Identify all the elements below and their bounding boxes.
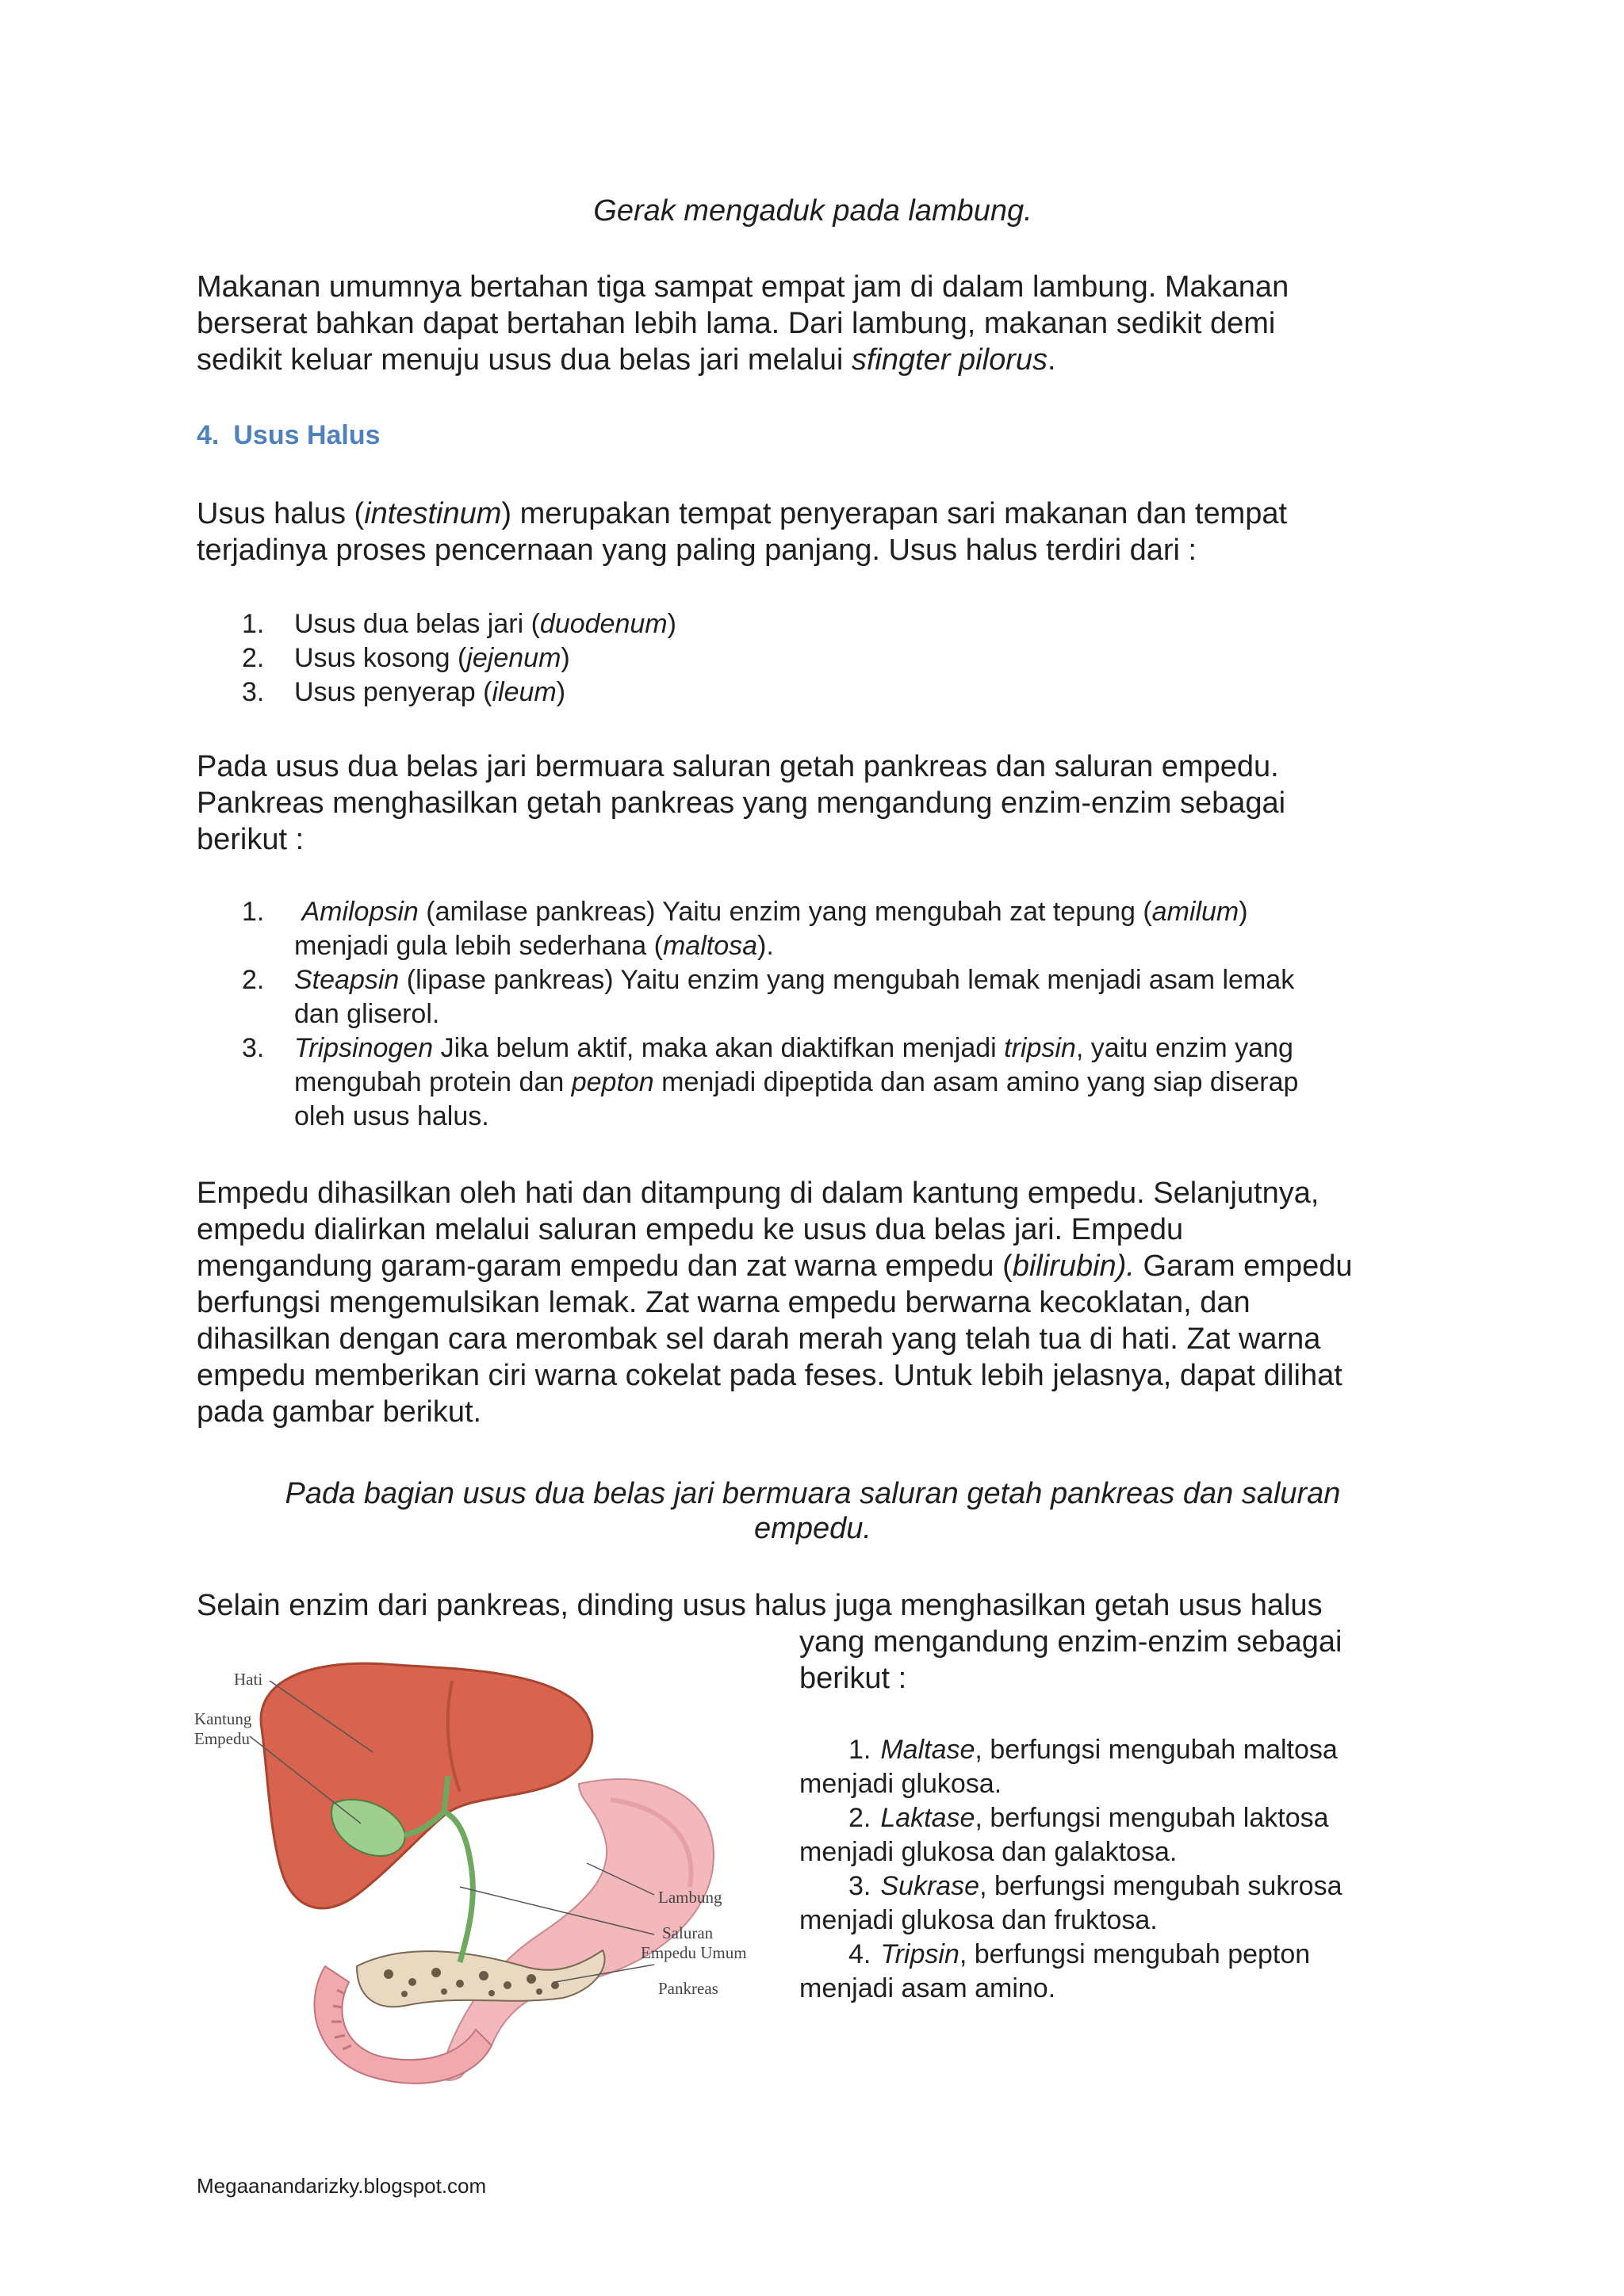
paragraph-line: berikut : [197, 823, 304, 856]
paragraph-usus-enzim-intro-cont: yang mengandung enzim-enzim sebagai berikut : [799, 1625, 1342, 1695]
label-lambung: Lambung [658, 1888, 722, 1907]
list-item: 3. Sukrase, berfungsi mengubah sukrosa menjadi glukosa dan fruktosa. [799, 1871, 1342, 1935]
paragraph-line: Pada usus dua belas jari bermuara saluran getah pankreas dan saluran empedu. [197, 750, 1279, 783]
label-saluran: Saluran [662, 1923, 714, 1942]
figure-caption-lambung: Gerak mengaduk pada lambung. [593, 194, 1032, 228]
label-kantung-empedu-2: Empedu [194, 1729, 250, 1748]
paragraph-line: dihasilkan dengan cara merombak sel darah merah yang telah tua di hati. Zat warna [197, 1322, 1321, 1356]
paragraph-line: Empedu dihasilkan oleh hati dan ditampung di dalam kantung empedu. Selanjutnya, [197, 1177, 1320, 1210]
paragraph-empedu [197, 1175, 1434, 1430]
paragraph-line: terjadinya proses pencernaan yang paling panjang. Usus halus terdiri dari : [197, 534, 1197, 567]
figure-caption-duodenum: Pada bagian usus dua belas jari bermuara saluran getah pankreas dan saluran empedu. [285, 1477, 1341, 1545]
list-item: 1. Usus dua belas jari (duodenum) [242, 609, 676, 639]
paragraph-line: mengandung garam-garam empedu dan zat warna empedu (bilirubin). Garam empedu [197, 1249, 1353, 1283]
paragraph-usus-enzim-intro: Selain enzim dari pankreas, dinding usus halus juga menghasilkan getah usus halus [197, 1589, 1323, 1622]
list-item: 1. Amilopsin (amilase pankreas) Yaitu enzim yang mengubah zat tepung (amilum) menjadi gula lebih sederhana (maltosa). [242, 897, 1248, 961]
section-title: Usus Halus [233, 420, 381, 450]
section-number: 4. [197, 420, 220, 450]
usus-halus-parts-list [242, 607, 676, 710]
list-item: 1. Maltase, berfungsi mengubah maltosa menjadi glukosa. [799, 1735, 1338, 1799]
label-pankreas: Pankreas [658, 1979, 718, 1998]
list-item: 4. Tripsin, berfungsi mengubah pepton menjadi asam amino. [799, 1939, 1311, 2003]
paragraph-usus-halus [197, 496, 1434, 568]
paragraph-pankreas [197, 748, 1434, 858]
list-item: 3. Tripsinogen Jika belum aktif, maka akan diaktifkan menjadi tripsin, yaitu enzim yang mengubah protein dan pepton menjadi dipeptida dan asam amino yang siap diserap oleh usus halus. [242, 1033, 1299, 1131]
list-item: 2. Laktase, berfungsi mengubah laktosa menjadi glukosa dan galaktosa. [799, 1803, 1329, 1867]
label-kantung-empedu: Kantung [194, 1709, 252, 1728]
list-item: 2. Steapsin (lipase pankreas) Yaitu enzim yang mengubah lemak menjadi asam lemak dan gliserol. [242, 965, 1295, 1029]
footer-source: Megaanandarizky.blogspot.com [197, 2174, 487, 2198]
paragraph-line: Pankreas menghasilkan getah pankreas yang mengandung enzim-enzim sebagai [197, 786, 1286, 820]
liver-shape [261, 1663, 592, 1908]
paragraph-lambung [197, 269, 1434, 378]
paragraph-line: sedikit keluar menuju usus dua belas jari melalui sfingter pilorus. [197, 343, 1056, 377]
list-item: 3. Usus penyerap (ileum) [242, 677, 566, 707]
enzim-pankreas-list [242, 895, 1298, 1134]
enzim-usus-halus-list [799, 1733, 1434, 2006]
paragraph-line: berserat bahkan dapat bertahan lebih lama. Dari lambung, makanan sedikit demi [197, 307, 1276, 340]
list-item: 2. Usus kosong (jejenum) [242, 643, 570, 673]
liver-pancreas-illustration [194, 1633, 777, 2109]
paragraph-line: Makanan umumnya bertahan tiga sampat empat jam di dalam lambung. Makanan [197, 270, 1289, 304]
label-saluran-empedu-umum: Empedu Umum [641, 1943, 747, 1962]
paragraph-line: berfungsi mengemulsikan lemak. Zat warna empedu berwarna kecoklatan, dan [197, 1286, 1251, 1319]
paragraph-line: Usus halus (intestinum) merupakan tempat penyerapan sari makanan dan tempat [197, 497, 1288, 530]
section-heading-usus-halus [197, 420, 381, 451]
paragraph-line: empedu memberikan ciri warna cokelat pada feses. Untuk lebih jelasnya, dapat dilihat [197, 1359, 1342, 1392]
label-hati: Hati [234, 1670, 263, 1689]
paragraph-line: pada gambar berikut. [197, 1395, 482, 1429]
paragraph-line: empedu dialirkan melalui saluran empedu ke usus dua belas jari. Empedu [197, 1213, 1184, 1246]
